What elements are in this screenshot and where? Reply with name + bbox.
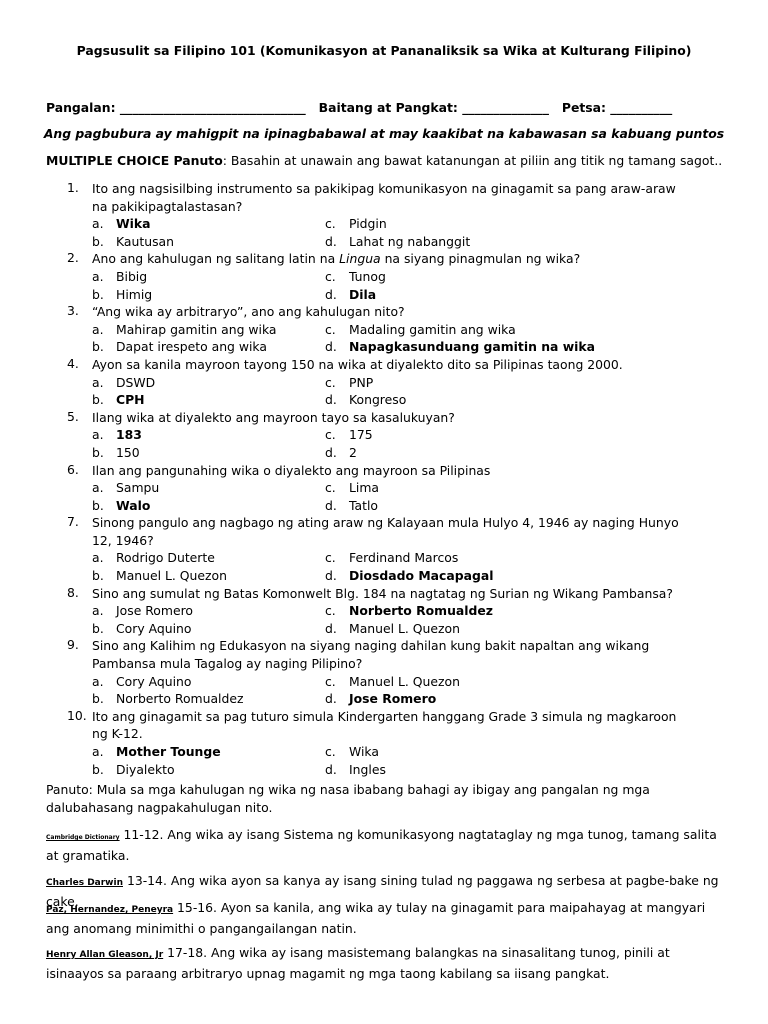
option-text: Tunog: [349, 268, 386, 284]
definition-text: 13-14. Ang wika ayon sa kanya ay isang sining tulad ng paggawa ng serbesa at pagbe-bake ng cake.: [46, 873, 719, 909]
option-c: [325, 743, 379, 761]
option-text: Kautusan: [116, 233, 174, 249]
option-c: [325, 602, 493, 620]
answer-options: [0, 321, 768, 356]
option-a: [92, 215, 151, 233]
option-text: Cory Aquino: [116, 673, 192, 689]
option-letter: a.: [92, 603, 104, 619]
option-text: Norberto Romualdez: [116, 691, 244, 707]
definition-item: [46, 944, 726, 982]
definition-source: Paz, Hernandez, Peneyra: [46, 905, 174, 915]
question-number: 6.: [67, 461, 79, 477]
option-d: [325, 567, 493, 585]
question-text: Sino ang Kalihim ng Edukasyon na siyang naging dahilan kung bakit napaltan ang wikang Pambansa mula Tagalog ay naging Pilipino?: [92, 638, 650, 672]
question-text: Ano ang kahulugan ng salitang latin na Lingua na siyang pinagmulan ng wika?: [92, 251, 581, 267]
option-letter: c.: [325, 216, 336, 232]
option-letter: d.: [325, 233, 337, 249]
option-letter: a.: [92, 550, 104, 566]
question-item: [0, 585, 768, 638]
option-letter: d.: [325, 339, 337, 355]
question-number: 2.: [67, 250, 79, 266]
option-letter: c.: [325, 603, 336, 619]
answer-options: [0, 673, 768, 708]
option-c: [325, 479, 379, 497]
answer-options: [0, 549, 768, 584]
option-a: [92, 549, 215, 567]
option-letter: a.: [92, 480, 104, 496]
option-letter: d.: [325, 286, 337, 302]
option-b: [92, 444, 140, 462]
question-item: [0, 462, 768, 515]
option-text: DSWD: [116, 374, 156, 390]
exam-title: Pagsusulit sa Filipino 101 (Komunikasyon at Pananaliksik sa Wika at Kulturang Filipino): [76, 43, 692, 58]
option-a: [92, 321, 277, 339]
question-number: 1.: [67, 180, 79, 195]
question-number: 5.: [67, 408, 79, 424]
option-letter: b.: [92, 233, 104, 249]
option-text: Dila: [349, 286, 377, 302]
definition-text: 11-12. Ang wika ay isang Sistema ng komunikasyong nagtataglay ng mga tunog, tamang salita at gramatika.: [46, 827, 717, 863]
question-text: Sino ang sumulat ng Batas Komonwelt Blg. 184 na nagtatag ng Surian ng Wikang Pambansa?: [92, 585, 673, 601]
option-a: [92, 602, 193, 620]
option-text: Manuel L. Quezon: [349, 673, 460, 689]
option-text: Tatlo: [349, 497, 378, 513]
option-letter: d.: [325, 568, 337, 584]
option-b: [92, 567, 227, 585]
question-text: Sinong pangulo ang nagbago ng ating araw ng Kalayaan mula Hulyo 4, 1946 ay naging Hunyo 12, 1946?: [92, 515, 679, 548]
definition-text: 15-16. Ayon sa kanila, ang wika ay tulay na ginagamit para maipahayag at mangyari ang anomang minimithi o pangangailangan natin.: [46, 900, 706, 936]
option-d: [325, 444, 357, 462]
option-letter: d.: [325, 691, 337, 707]
question-number: 3.: [67, 303, 79, 319]
option-a: [92, 374, 155, 392]
option-letter: b.: [92, 568, 104, 584]
option-text: Manuel L. Quezon: [116, 568, 227, 584]
option-letter: c.: [325, 550, 336, 566]
option-text: Mother Tounge: [116, 744, 221, 759]
answer-options: [0, 268, 768, 303]
option-letter: c.: [325, 673, 336, 689]
question-item: [0, 637, 768, 707]
student-info-line: Pangalan: ______________________________ Baitang at Pangkat: ______________ Petsa: __________: [46, 100, 673, 115]
option-text: CPH: [116, 392, 145, 408]
option-text: Jose Romero: [116, 603, 193, 619]
question-number: 9.: [67, 637, 79, 653]
option-c: [325, 321, 516, 339]
option-a: [92, 479, 159, 497]
option-text: Jose Romero: [349, 691, 437, 707]
definition-source: Henry Allan Gleason, Jr: [46, 950, 164, 960]
answer-options: [0, 426, 768, 461]
option-letter: a.: [92, 374, 104, 390]
question-text: Ito ang nagsisilbing instrumento sa pakikipag komunikasyon na ginagamit sa pang araw-araw na pakikipagtalastasan?: [92, 181, 676, 214]
option-letter: b.: [92, 620, 104, 636]
option-text: Manuel L. Quezon: [349, 620, 460, 636]
option-text: Dapat irespeto ang wika: [116, 339, 267, 355]
option-d: [325, 761, 386, 779]
option-text: Wika: [116, 216, 151, 232]
option-letter: b.: [92, 444, 104, 460]
question-text: Ito ang ginagamit sa pag tuturo simula Kindergarten hanggang Grade 3 simula ng magkaroon ng K-12.: [92, 708, 677, 742]
option-letter: a.: [92, 673, 104, 689]
option-text: Walo: [116, 497, 151, 513]
question-list: [0, 180, 768, 778]
question-item: [0, 180, 768, 250]
definition-source: Cambridge Dictionary: [46, 834, 120, 841]
question-item: [0, 356, 768, 409]
definition-item: [46, 826, 726, 864]
question-text: Ilang wika at diyalekto ang mayroon tayo sa kasalukuyan?: [92, 409, 455, 425]
option-text: Lima: [349, 480, 380, 496]
option-c: [325, 268, 386, 286]
option-b: [92, 338, 267, 356]
option-letter: a.: [92, 268, 104, 284]
option-a: [92, 673, 191, 691]
option-d: [325, 233, 470, 251]
question-number: 8.: [67, 584, 79, 600]
option-text: 183: [116, 427, 142, 443]
answer-options: [0, 602, 768, 637]
option-letter: b.: [92, 761, 104, 777]
option-text: Napagkasunduang gamitin na wika: [349, 339, 595, 355]
option-letter: a.: [92, 321, 104, 337]
option-letter: b.: [92, 392, 104, 408]
option-d: [325, 391, 406, 409]
option-letter: c.: [325, 744, 336, 759]
option-a: [92, 268, 147, 286]
definition-text: 17-18. Ang wika ay isang masistemang balangkas na sinasalitang tunog, pinili at isinaayos sa paraang arbitraryo upnag magamit ng mga taong kabilang sa iisang pangkat.: [46, 945, 670, 981]
option-text: Ingles: [349, 761, 386, 777]
option-text: Wika: [349, 744, 379, 759]
question-item: [0, 708, 768, 778]
answer-options: [0, 479, 768, 514]
option-a: [92, 743, 221, 761]
option-c: [325, 549, 458, 567]
option-text: Norberto Romualdez: [349, 603, 494, 619]
question-text: Ayon sa kanila mayroon tayong 150 na wika at diyalekto dito sa Pilipinas taong 2000.: [92, 356, 623, 372]
question-number: 4.: [67, 355, 79, 371]
option-letter: c.: [325, 321, 336, 337]
option-text: Rodrigo Duterte: [116, 550, 215, 566]
question-item: [0, 409, 768, 462]
option-c: [325, 673, 460, 691]
erasure-warning: Ang pagbubura ay mahigpit na ipinagbabawal at may kaakibat na kabawasan sa kabuang puntos: [43, 126, 725, 141]
option-letter: d.: [325, 392, 337, 408]
option-text: PNP: [349, 374, 374, 390]
answer-options: [0, 743, 768, 778]
option-text: 150: [116, 444, 140, 460]
answer-options: [0, 374, 768, 409]
question-item: [0, 303, 768, 356]
question-item: [0, 250, 768, 303]
question-number: 7.: [67, 514, 79, 530]
option-letter: b.: [92, 339, 104, 355]
latin-word: Lingua: [339, 251, 381, 267]
option-b: [92, 497, 150, 515]
option-text: 2: [349, 444, 357, 460]
option-b: [92, 761, 175, 779]
option-b: [92, 620, 191, 638]
option-letter: a.: [92, 744, 104, 759]
option-text: Diosdado Macapagal: [349, 568, 494, 584]
option-letter: b.: [92, 497, 104, 513]
section2-instructions: Panuto: Mula sa mga kahulugan ng wika ng nasa ibabang bahagi ay ibigay ang pangalan ng mga dalubahasang nagpakahulugan nito.: [46, 782, 650, 815]
option-b: [92, 690, 244, 708]
option-text: Lahat ng nabanggit: [349, 233, 471, 249]
option-b: [92, 233, 174, 251]
option-text: Mahirap gamitin ang wika: [116, 321, 277, 337]
option-letter: d.: [325, 444, 337, 460]
option-b: [92, 391, 145, 409]
option-d: [325, 620, 460, 638]
multiple-choice-instructions: [46, 153, 722, 168]
option-text: Himig: [116, 286, 153, 302]
option-d: [325, 690, 436, 708]
option-letter: d.: [325, 620, 337, 636]
option-text: 175: [349, 427, 373, 443]
option-letter: c.: [325, 427, 336, 443]
definition-source: Charles Darwin: [46, 878, 123, 888]
option-letter: b.: [92, 286, 104, 302]
answer-options: [0, 215, 768, 250]
option-text: Ferdinand Marcos: [349, 550, 459, 566]
instructions-label: MULTIPLE CHOICE Panuto: [46, 153, 223, 168]
option-c: [325, 374, 373, 392]
question-text: Ilan ang pangunahing wika o diyalekto ang mayroon sa Pilipinas: [92, 462, 491, 478]
option-text: Sampu: [116, 480, 160, 496]
option-c: [325, 215, 387, 233]
option-d: [325, 338, 595, 356]
option-letter: d.: [325, 761, 337, 777]
question-number: 10.: [67, 707, 87, 723]
option-letter: c.: [325, 268, 336, 284]
option-letter: b.: [92, 691, 104, 707]
option-text: Pidgin: [349, 216, 387, 232]
option-c: [325, 426, 373, 444]
definition-item: [46, 899, 726, 937]
option-b: [92, 286, 152, 304]
option-letter: d.: [325, 497, 337, 513]
option-letter: a.: [92, 216, 104, 232]
option-a: [92, 426, 142, 444]
option-d: [325, 286, 376, 304]
option-letter: a.: [92, 427, 104, 443]
option-text: Kongreso: [349, 392, 407, 408]
option-letter: c.: [325, 480, 336, 496]
option-d: [325, 497, 378, 515]
option-text: Madaling gamitin ang wika: [349, 321, 516, 337]
instructions-text: : Basahin at unawain ang bawat katanungan at piliin ang titik ng tamang sagot..: [222, 153, 723, 168]
option-text: Bibig: [116, 268, 148, 284]
question-item: [0, 514, 768, 584]
option-text: Cory Aquino: [116, 620, 192, 636]
option-letter: c.: [325, 374, 336, 390]
option-text: Diyalekto: [116, 761, 175, 777]
question-text: “Ang wika ay arbitraryo”, ano ang kahulugan nito?: [92, 304, 405, 320]
